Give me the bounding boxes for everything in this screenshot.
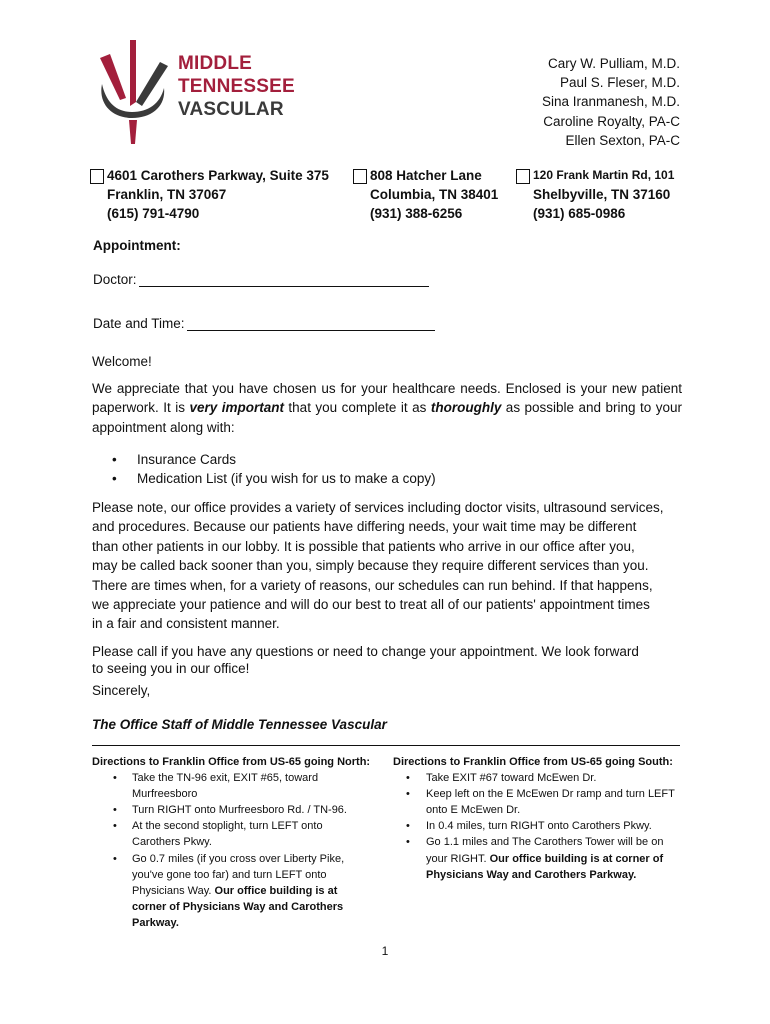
datetime-label: Date and Time: xyxy=(93,316,185,331)
paragraph-line: than other patients in our lobby. It is possible that patients who arrive in our office after you, xyxy=(92,538,635,554)
wait-time-paragraph xyxy=(92,498,682,634)
practitioner-name: Sina Iranmanesh, M.D. xyxy=(541,94,680,110)
step-line: Keep left on the E McEwen Dr ramp and turn LEFT xyxy=(426,788,675,801)
step-line-bold: Our office building is at corner of xyxy=(489,852,664,865)
emphasis-text: very important xyxy=(189,400,284,416)
directions-title: Directions to Franklin Office from US-65 going South: xyxy=(393,756,673,768)
office-phone: (931) 388-6256 xyxy=(370,206,463,221)
office-address: 4601 Carothers Parkway, Suite 375 xyxy=(107,168,329,183)
mtv-logo-icon xyxy=(96,40,172,146)
bullet-icon: • xyxy=(113,820,117,833)
doctor-field[interactable] xyxy=(139,272,429,287)
datetime-row xyxy=(93,316,435,331)
directions-title: Directions to Franklin Office from US-65 going North: xyxy=(92,756,371,768)
direction-step xyxy=(92,818,372,850)
doctor-row xyxy=(93,272,429,287)
office-franklin-checkbox[interactable] xyxy=(90,169,104,184)
directions-north xyxy=(92,754,372,931)
step-line: Carothers Pkwy. xyxy=(132,836,212,849)
office-phone: (615) 791-4790 xyxy=(107,206,200,221)
bullet-icon: • xyxy=(113,772,117,785)
step-line-bold: Parkway. xyxy=(132,916,179,929)
brand-line-2: TENNESSEE xyxy=(178,76,295,97)
datetime-field[interactable] xyxy=(187,316,435,331)
appointment-heading: Appointment: xyxy=(93,238,181,253)
bring-list xyxy=(112,450,436,489)
practitioner-name: Cary W. Pulliam, M.D. xyxy=(547,56,680,71)
contact-paragraph xyxy=(92,643,682,677)
direction-step xyxy=(92,770,372,802)
list-item-text: Medication List (if you wish for us to make a copy) xyxy=(137,471,436,487)
intro-text: that you complete it as xyxy=(283,400,431,416)
office-city: Franklin, TN 37067 xyxy=(107,187,227,202)
brand-name xyxy=(178,52,295,121)
step-line: Take the TN-96 exit, EXIT #65, toward xyxy=(132,772,319,785)
step-line: At the second stoplight, turn LEFT onto xyxy=(132,820,323,833)
intro-text: We appreciate that you have chosen us for your healthcare needs. Enclosed is your new patient paperwork. It is xyxy=(92,381,682,416)
intro-paragraph xyxy=(92,379,682,437)
office-city: Columbia, TN 38401 xyxy=(370,187,499,202)
directions-south xyxy=(393,754,693,883)
closing-text: Sincerely, xyxy=(92,683,151,698)
paragraph-line: Please note, our office provides a variety of services including doctor visits, ultrasound services, xyxy=(92,500,664,515)
welcome-text: Welcome! xyxy=(92,354,152,369)
office-address: 808 Hatcher Lane xyxy=(370,168,482,183)
paragraph-line: in a fair and consistent manner. xyxy=(92,616,280,632)
step-line-bold: Physicians Way and Carothers Parkway. xyxy=(426,868,637,881)
step-line: your RIGHT. xyxy=(426,852,487,865)
list-item-text: Insurance Cards xyxy=(137,452,237,467)
page-number: 1 xyxy=(381,944,389,958)
practitioner-name: Ellen Sexton, PA-C xyxy=(565,132,680,148)
direction-step xyxy=(393,834,693,882)
brand-line-3: VASCULAR xyxy=(178,99,284,120)
step-line-bold: corner of Physicians Way and Carothers xyxy=(132,900,344,913)
paragraph-line: to seeing you in our office! xyxy=(92,661,250,676)
list-item xyxy=(112,469,436,488)
brand-line-1: MIDDLE xyxy=(178,53,253,74)
bullet-icon: • xyxy=(113,852,117,865)
bullet-icon: • xyxy=(406,820,410,833)
step-line-bold: Our office building is at xyxy=(214,884,338,897)
office-phone: (931) 685-0986 xyxy=(533,206,626,221)
direction-step xyxy=(393,770,693,786)
practitioner-name: Paul S. Fleser, M.D. xyxy=(559,75,680,91)
list-item xyxy=(112,450,436,469)
direction-step xyxy=(393,786,693,818)
office-shelbyville-checkbox[interactable] xyxy=(516,169,530,184)
bullet-icon: • xyxy=(406,788,410,801)
practitioner-list xyxy=(542,54,680,150)
paragraph-line: may be called back sooner than you, simply because they require different services than you. xyxy=(92,558,649,574)
intro-text: as possible and bring to your appointment along with: xyxy=(92,400,683,435)
step-line: Take EXIT #67 toward McEwen Dr. xyxy=(426,772,597,785)
paragraph-line: There are times when, for a variety of reasons, our schedules can run behind. If that happens, xyxy=(92,577,653,593)
office-columbia-checkbox[interactable] xyxy=(353,169,367,184)
direction-step xyxy=(92,851,372,931)
doctor-label: Doctor: xyxy=(93,272,137,287)
office-address: 120 Frank Martin Rd, 101 xyxy=(533,168,675,182)
office-city: Shelbyville, TN 37160 xyxy=(533,187,671,202)
paragraph-line: we appreciate your patience and will do our best to treat all of our patients' appointment times xyxy=(92,597,650,613)
paragraph-line: Please call if you have any questions or need to change your appointment. We look forward xyxy=(92,644,639,659)
paragraph-line: and procedures. Because our patients have differing needs, your wait time may be different xyxy=(92,519,637,535)
divider xyxy=(92,745,680,746)
direction-step xyxy=(92,802,372,818)
bullet-icon: • xyxy=(406,836,410,849)
bullet-icon: • xyxy=(406,772,410,785)
step-line: In 0.4 miles, turn RIGHT onto Carothers Pkwy. xyxy=(426,820,652,833)
bullet-icon: • xyxy=(113,804,117,817)
step-line: Physicians Way. xyxy=(132,884,212,897)
step-line: Murfreesboro xyxy=(132,788,198,801)
direction-step xyxy=(393,818,693,834)
bullet-icon: • xyxy=(112,471,117,487)
step-line: Go 1.1 miles and The Carothers Tower will be on xyxy=(426,836,664,849)
step-line: onto E McEwen Dr. xyxy=(426,804,521,817)
practitioner-name: Caroline Royalty, PA-C xyxy=(543,113,680,129)
directions-list xyxy=(92,770,372,931)
step-line: Go 0.7 miles (if you cross over Liberty Pike, xyxy=(132,852,345,865)
signature-text: The Office Staff of Middle Tennessee Vascular xyxy=(92,717,387,732)
step-line: Turn RIGHT onto Murfreesboro Rd. / TN-96. xyxy=(132,804,347,817)
directions-list xyxy=(393,770,693,883)
step-line: you've gone too far) and turn LEFT onto xyxy=(132,868,327,881)
bullet-icon: • xyxy=(112,452,117,467)
emphasis-text: thoroughly xyxy=(430,400,502,416)
